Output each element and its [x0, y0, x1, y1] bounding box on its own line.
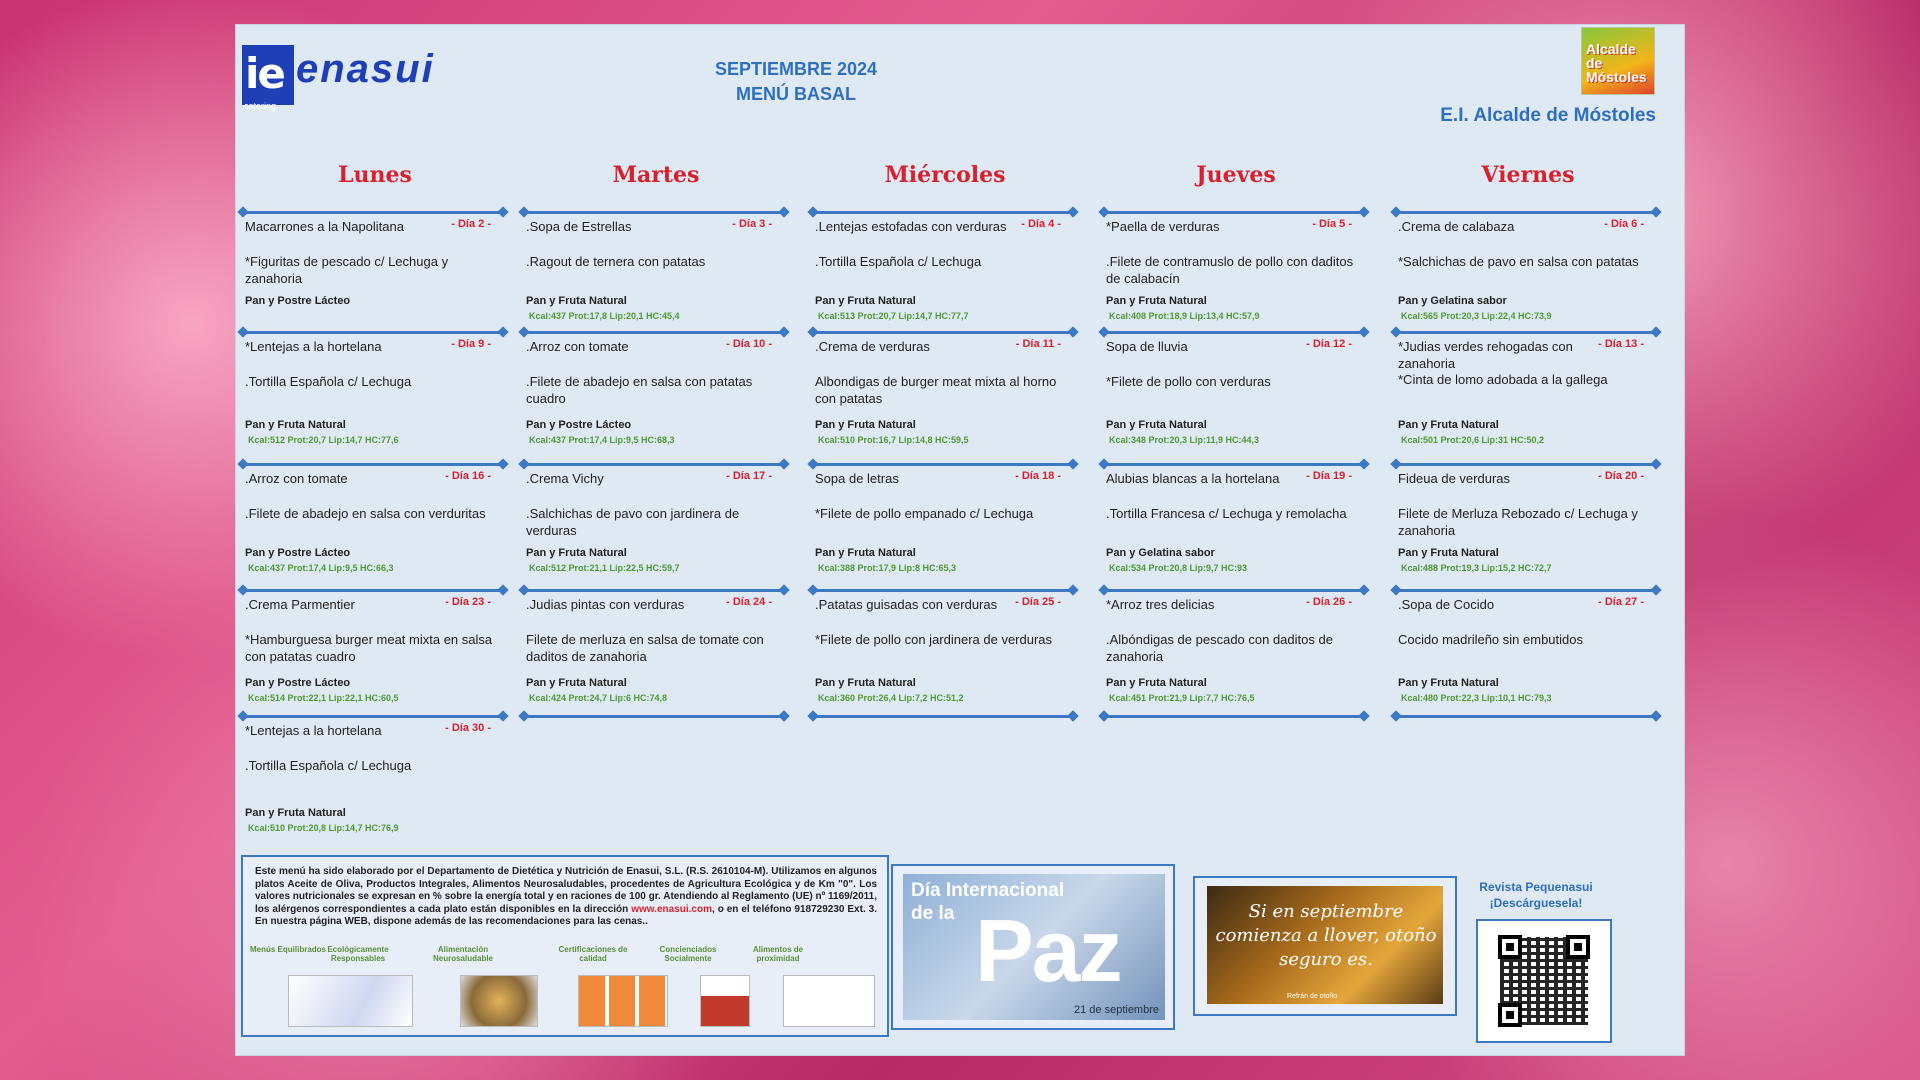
day-number: - Día 3 - [732, 218, 772, 230]
menu-cell [522, 593, 792, 719]
row-divider [1396, 589, 1656, 592]
peace-word: Paz [975, 901, 1121, 1000]
second-course: .Tortilla Española c/ Lechuga [245, 374, 412, 389]
nutrition-info: Kcal:437 Prot:17,4 Lip:9,5 HC:66,3 [248, 563, 394, 573]
menu-cell [241, 719, 511, 839]
menu-cell [522, 215, 792, 335]
nutrition-info: Kcal:348 Prot:20,3 Lip:11,9 HC:44,3 [1109, 435, 1260, 445]
second-course: .Filete de abadejo en salsa con patatas cuadro [526, 374, 753, 406]
row-divider [1396, 463, 1656, 466]
magazine-label: Revista Pequenasui ¡Descárguesela! [1479, 880, 1593, 910]
gluten-free-badge [700, 975, 750, 1027]
cert-label: Certificaciones de calidad [558, 945, 628, 963]
menu-cell [1394, 335, 1664, 467]
nutrition-info: Kcal:388 Prot:17,9 Lip:8 HC:65,3 [818, 563, 957, 573]
second-course: *Filete de pollo con verduras [1106, 374, 1271, 389]
second-course: .Tortilla Española c/ Lechuga [815, 254, 982, 269]
title-menu: MENÚ BASAL [736, 84, 856, 104]
peace-day-date: 21 de septiembre [1074, 1004, 1159, 1016]
menu-cell [522, 335, 792, 467]
cert-label: Ecológicamente Responsables [327, 945, 389, 963]
bread-dessert: Pan y Postre Lácteo [526, 419, 632, 431]
menu-cell [811, 215, 1081, 335]
first-course: Macarrones a la Napolitana [245, 219, 404, 234]
qr-code[interactable] [1476, 919, 1612, 1043]
second-course: Albondigas de burger meat mixta al horno con patatas [815, 374, 1057, 406]
bread-dessert: Pan y Fruta Natural [815, 295, 916, 307]
school-logo: Alcalde de Móstoles [1581, 27, 1655, 95]
first-course: .Crema de verduras [815, 339, 930, 354]
second-course: .Albóndigas de pescado con daditos de zanahoria [1106, 632, 1333, 664]
bread-dessert: Pan y Postre Lácteo [245, 295, 351, 307]
second-course: *Salchichas de pavo en salsa con patatas [1398, 254, 1639, 269]
nutrition-info: Kcal:510 Prot:16,7 Lip:14,8 HC:59,5 [818, 435, 969, 445]
day-number: - Día 17 - [726, 470, 772, 482]
day-number: - Día 4 - [1021, 218, 1061, 230]
day-header-0: Lunes [338, 162, 412, 188]
menu-cell [522, 467, 792, 593]
nutrition-info: Kcal:437 Prot:17,4 Lip:9,5 HC:68,3 [529, 435, 675, 445]
row-divider [243, 331, 503, 334]
bread-dessert: Pan y Postre Lácteo [245, 547, 351, 559]
page-title [666, 57, 926, 107]
peace-day-banner [891, 864, 1175, 1030]
first-course: .Arroz con tomate [245, 471, 348, 486]
day-number: - Día 2 - [451, 218, 491, 230]
row-divider [524, 211, 784, 214]
first-course: .Crema Parmentier [245, 597, 355, 612]
footer-text: Este menú ha sido elaborado por el Departamento de Dietética y Nutrición de Enasui, S.L. (R.S. 2610104-M). Utilizamos en algunos platos Aceite de Oliva, Productos Integrales, Alimentos Neurosaludables, procedentes de Agricultura Ecológica y de Km "0". Los valores nutricionales se expresan en % sobre la energía total y en raciones de 100 gr. Atendiendo al Reglamento (UE) nº 1169/2011, los alérgenos correspondientes a cada plato están disponibles en la dirección www.enasui.com, o en el teléfono 918729230 Ext. 3. En nuestra página WEB, dispone además de las recomendaciones para las cenas.. [255, 866, 878, 927]
first-course: .Sopa de Estrellas [526, 219, 632, 234]
bread-dessert: Pan y Fruta Natural [526, 295, 627, 307]
bread-dessert: Pan y Fruta Natural [1398, 419, 1499, 431]
certification-logo [288, 975, 413, 1027]
cert-label: Concienciados Socialmente [659, 945, 717, 963]
menu-cell [811, 593, 1081, 719]
row-divider [813, 589, 1073, 592]
bread-dessert: Pan y Fruta Natural [1106, 295, 1207, 307]
row-divider [813, 331, 1073, 334]
bread-dessert: Pan y Fruta Natural [1106, 419, 1207, 431]
row-divider [243, 211, 503, 214]
menu-cell [1102, 215, 1372, 335]
title-month: SEPTIEMBRE 2024 [714, 59, 878, 79]
bread-dessert: Pan y Fruta Natural [1398, 547, 1499, 559]
menu-cell [241, 593, 511, 719]
menu-cell [241, 467, 511, 593]
first-course: .Crema de calabaza [1398, 219, 1515, 234]
peace-day-title: Día Internacional de la [911, 880, 1065, 924]
bread-dessert: Pan y Fruta Natural [815, 419, 916, 431]
bread-dessert: Pan y Postre Lácteo [245, 677, 351, 689]
row-divider [524, 463, 784, 466]
menu-cell [241, 335, 511, 467]
day-header-2: Miércoles [884, 162, 1006, 188]
day-number: - Día 16 - [445, 470, 491, 482]
ivac-logo [783, 975, 875, 1027]
nutrition-info: Kcal:488 Prot:19,3 Lip:15,2 HC:72,7 [1401, 563, 1552, 573]
second-course: Filete de merluza en salsa de tomate con daditos de zanahoria [526, 632, 764, 664]
day-number: - Día 26 - [1306, 596, 1352, 608]
menu-cell [1394, 593, 1664, 719]
nutrition-info: Kcal:534 Prot:20,8 Lip:9,7 HC:93 [1109, 563, 1248, 573]
bread-dessert: Pan y Fruta Natural [526, 677, 627, 689]
first-course: Sopa de letras [815, 471, 899, 486]
day-number: - Día 23 - [445, 596, 491, 608]
menu-sheet [235, 24, 1685, 1056]
footer-info [241, 855, 889, 1037]
second-course: *Cinta de lomo adobada a la gallega [1398, 372, 1608, 387]
row-divider [1396, 211, 1656, 214]
nutrition-info: Kcal:480 Prot:22,3 Lip:10,1 HC:79,3 [1401, 693, 1552, 703]
bread-dessert: Pan y Gelatina sabor [1106, 547, 1215, 559]
menu-cell [1102, 335, 1372, 467]
proverb-source: Refrán de otoño [1287, 993, 1338, 1000]
row-divider [524, 331, 784, 334]
bread-dessert: Pan y Fruta Natural [245, 807, 346, 819]
second-course: .Tortilla Francesa c/ Lechuga y remolacha [1106, 506, 1347, 521]
nutrition-info: Kcal:512 Prot:20,7 Lip:14,7 HC:77,6 [248, 435, 399, 445]
bread-dessert: Pan y Fruta Natural [245, 419, 346, 431]
row-divider [1104, 211, 1364, 214]
proverb-text: Si en septiembre comienza a llover, otoño seguro es. [1215, 901, 1437, 970]
second-course: *Hamburguesa burger meat mixta en salsa con patatas cuadro [245, 632, 493, 664]
first-course: .Crema Vichy [526, 471, 604, 486]
day-number: - Día 11 - [1015, 338, 1061, 350]
second-course: .Filete de contramuslo de pollo con daditos de calabacín [1106, 254, 1354, 286]
nutrition-info: Kcal:437 Prot:17,8 Lip:20,1 HC:45,4 [529, 311, 680, 321]
day-number: - Día 30 - [445, 722, 491, 734]
nutrition-info: Kcal:512 Prot:21,1 Lip:22,5 HC:59,7 [529, 563, 680, 573]
menu-cell [1394, 215, 1664, 335]
website-link[interactable]: www.enasui.com [631, 903, 712, 915]
school-name: E.I. Alcalde de Móstoles [1440, 105, 1656, 126]
neuro-food-image [460, 975, 538, 1027]
second-course: *Filete de pollo empanado c/ Lechuga [815, 506, 1034, 521]
row-divider [243, 715, 503, 718]
row-divider [813, 211, 1073, 214]
first-course: Alubias blancas a la hortelana [1106, 471, 1280, 486]
first-course: .Judias pintas con verduras [526, 597, 685, 612]
first-course: .Lentejas estofadas con verduras [815, 219, 1007, 234]
menu-cell [811, 467, 1081, 593]
day-number: - Día 9 - [451, 338, 491, 350]
row-divider [524, 715, 784, 718]
row-divider [524, 589, 784, 592]
row-divider [1104, 715, 1364, 718]
enasui-logo: ie enasui catering [244, 47, 435, 111]
cert-label: Alimentación Neurosaludable [432, 945, 493, 963]
row-divider [1396, 331, 1656, 334]
menu-cell [241, 215, 511, 335]
cert-label: Alimentos de proximidad [752, 945, 804, 963]
first-course: *Judias verdes rehogadas con zanahoria [1398, 339, 1573, 371]
nutrition-info: Kcal:501 Prot:20,6 Lip:31 HC:50,2 [1401, 435, 1545, 445]
first-course: *Arroz tres delicias [1106, 597, 1215, 612]
bread-dessert: Pan y Fruta Natural [526, 547, 627, 559]
row-divider [243, 589, 503, 592]
day-number: - Día 10 - [726, 338, 772, 350]
first-course: Sopa de lluvia [1106, 339, 1188, 354]
second-course: .Filete de abadejo en salsa con verduritas [245, 506, 486, 521]
nutrition-info: Kcal:513 Prot:20,7 Lip:14,7 HC:77,7 [818, 311, 969, 321]
row-divider [1104, 463, 1364, 466]
menu-cell [1102, 467, 1372, 593]
day-header-1: Martes [612, 162, 700, 188]
bread-dessert: Pan y Fruta Natural [1398, 677, 1499, 689]
nutrition-info: Kcal:565 Prot:20,3 Lip:22,4 HC:73,9 [1401, 311, 1552, 321]
first-course: .Arroz con tomate [526, 339, 629, 354]
menu-cell [1394, 467, 1664, 593]
bread-dessert: Pan y Gelatina sabor [1398, 295, 1507, 307]
row-divider [813, 463, 1073, 466]
autumn-proverb-banner [1193, 876, 1457, 1016]
day-number: - Día 27 - [1598, 596, 1644, 608]
second-course: Cocido madrileño sin embutidos [1398, 632, 1583, 647]
nutrition-info: Kcal:514 Prot:22,1 Lip:22,1 HC:60,5 [248, 693, 399, 703]
first-course: Fideua de verduras [1398, 471, 1511, 486]
second-course: *Filete de pollo con jardinera de verduras [815, 632, 1053, 647]
day-number: - Día 19 - [1306, 470, 1352, 482]
first-course: *Paella de verduras [1106, 219, 1220, 234]
second-course: .Ragout de ternera con patatas [526, 254, 706, 269]
cert-label: Menús Equilibrados [249, 945, 326, 954]
second-course: .Tortilla Española c/ Lechuga [245, 758, 412, 773]
day-number: - Día 20 - [1598, 470, 1644, 482]
second-course: Filete de Merluza Rebozado c/ Lechuga y zanahoria [1398, 506, 1638, 538]
day-number: - Día 5 - [1312, 218, 1352, 230]
bread-dessert: Pan y Fruta Natural [815, 677, 916, 689]
nutrition-info: Kcal:408 Prot:18,9 Lip:13,4 HC:57,9 [1109, 311, 1260, 321]
row-divider [1396, 715, 1656, 718]
day-number: - Día 6 - [1604, 218, 1644, 230]
nutrition-info: Kcal:424 Prot:24,7 Lip:6 HC:74,8 [529, 693, 668, 703]
first-course: *Lentejas a la hortelana [245, 339, 382, 354]
row-divider [243, 463, 503, 466]
menu-cell [1102, 593, 1372, 719]
second-course: .Salchichas de pavo con jardinera de verduras [526, 506, 740, 538]
day-number: - Día 12 - [1306, 338, 1352, 350]
day-header-3: Jueves [1196, 162, 1276, 188]
day-number: - Día 18 - [1015, 470, 1061, 482]
quality-badges [578, 975, 668, 1027]
row-divider [1104, 331, 1364, 334]
nutrition-info: Kcal:451 Prot:21,9 Lip:7,7 HC:76,5 [1109, 693, 1255, 703]
nutrition-info: Kcal:510 Prot:20,8 Lip:14,7 HC:76,9 [248, 823, 399, 833]
bread-dessert: Pan y Fruta Natural [1106, 677, 1207, 689]
first-course: .Patatas guisadas con verduras [815, 597, 998, 612]
menu-cell [811, 335, 1081, 467]
second-course: *Figuritas de pescado c/ Lechuga y zanahoria [245, 254, 449, 286]
row-divider [813, 715, 1073, 718]
bread-dessert: Pan y Fruta Natural [815, 547, 916, 559]
row-divider [1104, 589, 1364, 592]
first-course: *Lentejas a la hortelana [245, 723, 382, 738]
first-course: .Sopa de Cocido [1398, 597, 1495, 612]
day-header-4: Viernes [1481, 162, 1575, 188]
day-number: - Día 24 - [726, 596, 772, 608]
day-number: - Día 13 - [1598, 338, 1644, 350]
day-number: - Día 25 - [1015, 596, 1061, 608]
nutrition-info: Kcal:360 Prot:26,4 Lip:7,2 HC:51,2 [818, 693, 964, 703]
